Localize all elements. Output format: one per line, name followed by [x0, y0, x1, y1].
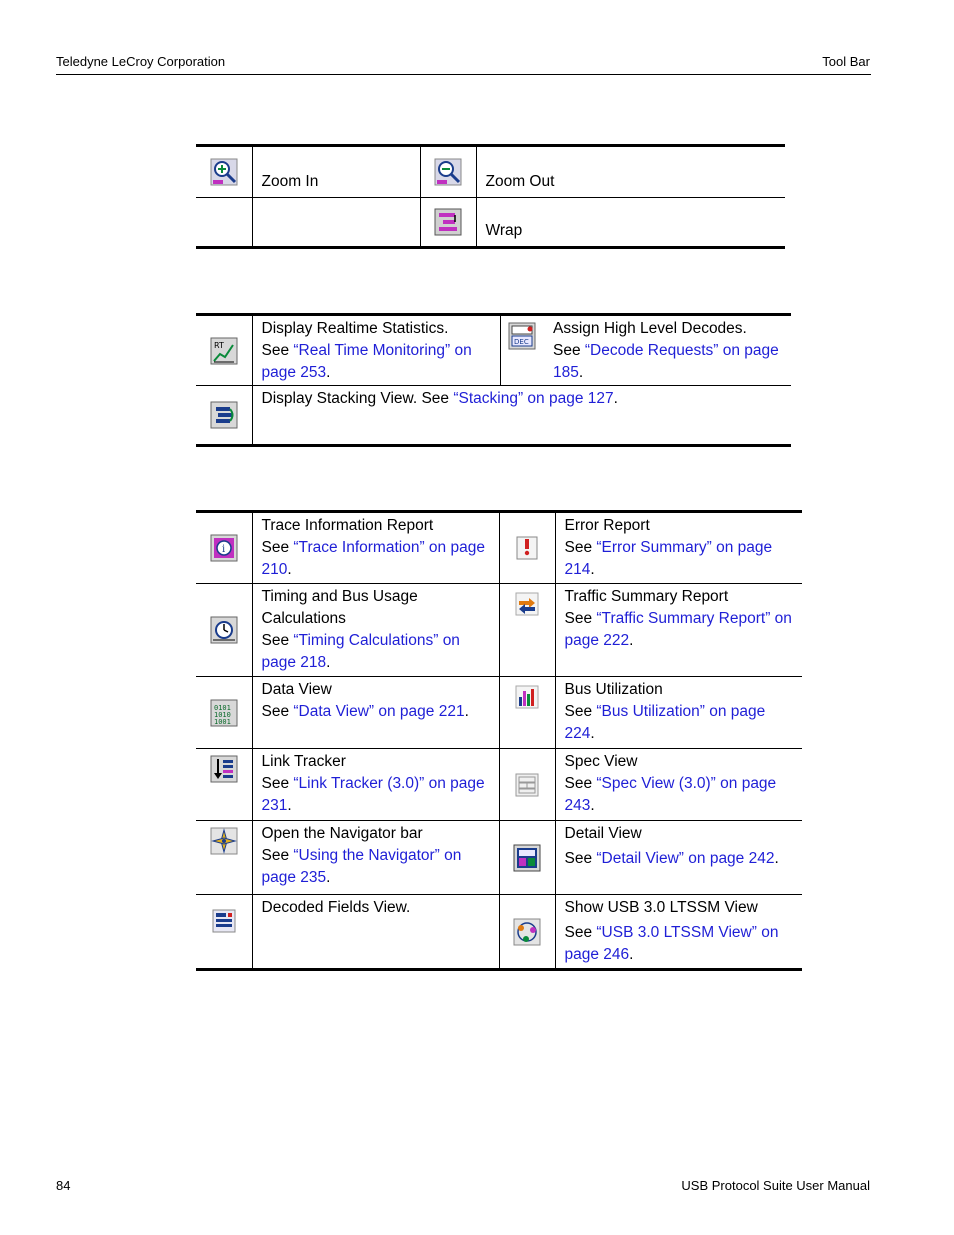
- detail-view-text: [555, 821, 802, 895]
- error-cell: [499, 512, 555, 584]
- period: .: [629, 632, 634, 649]
- svg-text:i: i: [221, 544, 225, 555]
- data-view-text: [252, 677, 499, 749]
- zoom-out-icon: [434, 158, 462, 186]
- error-text: [555, 512, 802, 584]
- realtime-text: [252, 315, 500, 386]
- trace-info-text: [252, 512, 499, 584]
- trace-info-icon: [210, 534, 238, 562]
- period: .: [326, 364, 331, 381]
- trace-info-link[interactable]: “Trace Information” on page 210: [261, 539, 485, 578]
- row-left-title: Open the Navigator bar: [261, 825, 423, 842]
- period: .: [578, 364, 584, 381]
- see-label: See: [261, 775, 294, 792]
- period: .: [326, 869, 331, 886]
- detail-view-link[interactable]: “Detail View” on page 242: [596, 850, 775, 867]
- detail-view-icon: [513, 844, 541, 872]
- decode-icon: [508, 322, 536, 350]
- row-left-title: Link Tracker: [261, 753, 346, 770]
- bus-util-text: [555, 677, 802, 749]
- stats-table: [196, 313, 791, 447]
- bus-util-link[interactable]: “Bus Utilization” on page 224: [564, 703, 766, 742]
- see-label: See: [261, 703, 294, 720]
- row-right-title: Show USB 3.0 LTSSM View: [564, 899, 758, 916]
- navigator-cell: [196, 821, 252, 895]
- stacking-link[interactable]: “Stacking” on page 127: [453, 390, 614, 407]
- timing-cell: [196, 584, 252, 677]
- zoom-table: [196, 144, 785, 249]
- period: .: [326, 654, 331, 671]
- zoom-out-label: Zoom Out: [485, 173, 555, 190]
- zoom-in-icon: [210, 158, 238, 186]
- see-label: See: [261, 539, 294, 556]
- see-label: See: [564, 539, 597, 556]
- timing-text: [252, 584, 499, 677]
- see-label: See: [261, 632, 294, 649]
- stacking-text: [252, 386, 791, 446]
- row-right-title: Error Report: [564, 517, 650, 534]
- page-number: 84: [56, 1178, 71, 1193]
- svg-text:1001: 1001: [213, 717, 231, 726]
- traffic-summary-icon: [513, 590, 541, 618]
- period: .: [590, 725, 595, 742]
- realtime-title: Display Realtime Statistics.: [261, 320, 449, 337]
- link-tracker-link[interactable]: “Link Tracker (3.0)” on page 231: [261, 775, 485, 814]
- header-rule: [56, 74, 871, 75]
- row-right-title: Detail View: [564, 825, 642, 842]
- period: .: [613, 390, 618, 407]
- navigator-icon: [210, 827, 238, 855]
- period: .: [590, 561, 595, 578]
- error-report-icon: [513, 534, 541, 562]
- decoded-fields-text: [252, 895, 499, 970]
- decoded-fields-icon: [210, 907, 238, 935]
- svg-text:RT: RT: [213, 340, 224, 350]
- realtime-cell: [196, 315, 252, 386]
- detail-view-cell: [499, 821, 555, 895]
- header-right: Tool Bar: [822, 54, 870, 69]
- wrap-icon: [434, 208, 462, 236]
- traffic-link[interactable]: “Traffic Summary Report” on page 222: [564, 610, 792, 649]
- data-view-link[interactable]: “Data View” on page 221: [293, 703, 465, 720]
- stacking-title: Display Stacking View. See: [261, 390, 454, 407]
- ltssm-text: [555, 895, 802, 970]
- error-link[interactable]: “Error Summary” on page 214: [564, 539, 773, 578]
- row-right-title: Traffic Summary Report: [564, 588, 729, 605]
- data-view-cell: [196, 677, 252, 749]
- spec-view-link[interactable]: “Spec View (3.0)” on page 243: [564, 775, 777, 814]
- see-label: See: [564, 924, 597, 941]
- spec-view-cell: [499, 749, 555, 821]
- see-label: See: [553, 342, 585, 359]
- empty-cell: [196, 198, 252, 248]
- svg-text:DEC: DEC: [514, 338, 529, 346]
- period: .: [629, 946, 634, 963]
- ltssm-cell: [499, 895, 555, 970]
- bus-util-cell: [499, 677, 555, 749]
- wrap-cell: [420, 198, 476, 248]
- decode-link[interactable]: “Decode Requests” on page 185: [553, 342, 779, 381]
- row-left-title: Trace Information Report: [261, 517, 434, 534]
- see-label: See: [564, 610, 597, 627]
- timing-link[interactable]: “Timing Calculations” on page 218: [261, 632, 460, 671]
- traffic-cell: [499, 584, 555, 677]
- navigator-text: [252, 821, 499, 895]
- see-label: See: [564, 703, 597, 720]
- spec-view-text: [555, 749, 802, 821]
- link-tracker-cell: [196, 749, 252, 821]
- decoded-fields-cell: [196, 895, 252, 970]
- reports-table: [196, 510, 802, 971]
- link-tracker-text: [252, 749, 499, 821]
- see-label: See: [261, 847, 294, 864]
- ltssm-link[interactable]: “USB 3.0 LTSSM View” on page 246: [564, 924, 779, 963]
- row-left-title: Timing and Bus Usage Calculations: [261, 588, 418, 627]
- period: .: [590, 797, 595, 814]
- decode-title: Assign High Level Decodes.: [553, 320, 747, 337]
- realtime-link[interactable]: “Real Time Monitoring” on page 253: [261, 342, 472, 381]
- see-label: See: [564, 850, 597, 867]
- navigator-link[interactable]: “Using the Navigator” on page 235: [261, 847, 462, 886]
- decode-text: [544, 315, 791, 386]
- timing-icon: [210, 616, 238, 644]
- empty-cell: [252, 198, 420, 248]
- zoom-in-label: Zoom In: [252, 146, 420, 198]
- period: .: [287, 797, 292, 814]
- spec-view-icon: [513, 771, 541, 799]
- zoom-in-cell: [196, 146, 252, 198]
- see-label: See: [564, 775, 597, 792]
- trace-info-cell: [196, 512, 252, 584]
- header-left: Teledyne LeCroy Corporation: [56, 54, 226, 69]
- bus-utilization-icon: [513, 683, 541, 711]
- stacking-cell: [196, 386, 252, 446]
- period: .: [774, 850, 779, 867]
- row-right-title: Bus Utilization: [564, 681, 663, 698]
- stacking-icon: [210, 401, 238, 429]
- link-tracker-icon: [210, 755, 238, 783]
- zoom-out-cell: [420, 146, 476, 198]
- row-left-title: Decoded Fields View.: [261, 899, 411, 916]
- decode-cell: [500, 315, 544, 386]
- traffic-text: [555, 584, 802, 677]
- row-right-title: Spec View: [564, 753, 638, 770]
- period: .: [287, 561, 292, 578]
- period: .: [464, 703, 469, 720]
- see-label: See: [261, 342, 294, 359]
- data-view-icon: [210, 699, 238, 727]
- footer-manual-title: USB Protocol Suite User Manual: [681, 1178, 870, 1193]
- svg-text:0101: 0101: [213, 703, 231, 712]
- wrap-label: Wrap: [485, 222, 523, 239]
- realtime-stats-icon: [210, 337, 238, 365]
- svg-text:1010: 1010: [213, 710, 231, 719]
- ltssm-icon: [513, 918, 541, 946]
- row-left-title: Data View: [261, 681, 332, 698]
